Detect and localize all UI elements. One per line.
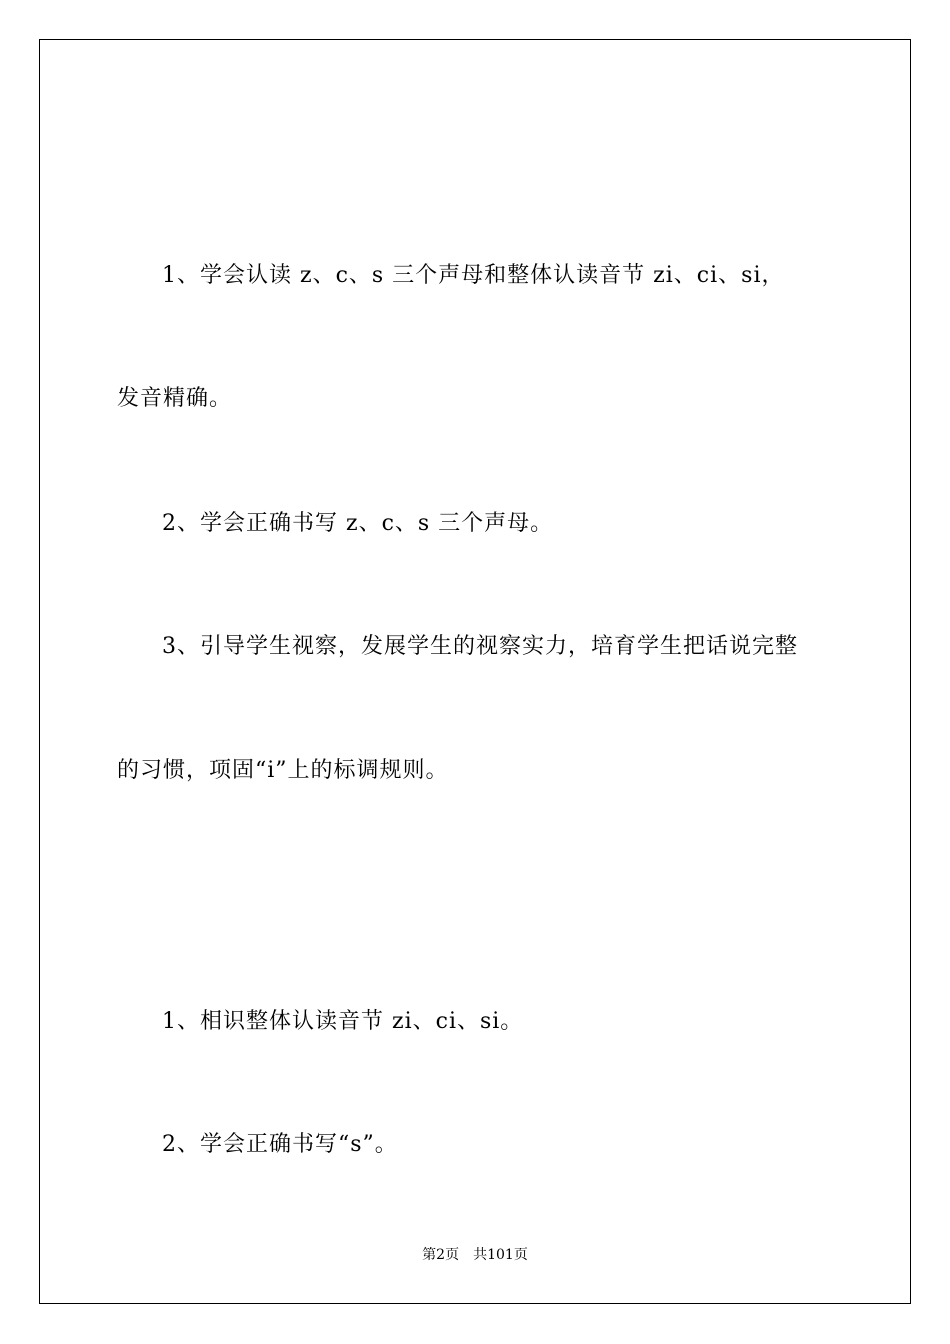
objective-2-line: 2、学会正确书写 z、c、s 三个声母。 — [162, 511, 554, 536]
objective-3-line: 3、引导学生视察，发展学生的视察实力，培育学生把话说完整 — [162, 634, 798, 659]
page-border — [39, 39, 911, 1304]
page-number-current: 第2页 — [422, 1247, 460, 1263]
objective-3-continuation: 的习惯，项固“i”上的标调规则。 — [117, 758, 449, 783]
key-point-2-line: 2、学会正确书写“s”。 — [162, 1132, 398, 1157]
page-number-total: 共101页 — [473, 1247, 528, 1263]
key-point-1-line: 1、相识整体认读音节 zi、ci、si。 — [162, 1009, 524, 1034]
objective-1-continuation: 发音精确。 — [117, 386, 233, 411]
objective-1-line: 1、学会认读 z、c、s 三个声母和整体认读音节 zi、ci、si， — [162, 263, 785, 288]
page-footer — [0, 1245, 950, 1265]
